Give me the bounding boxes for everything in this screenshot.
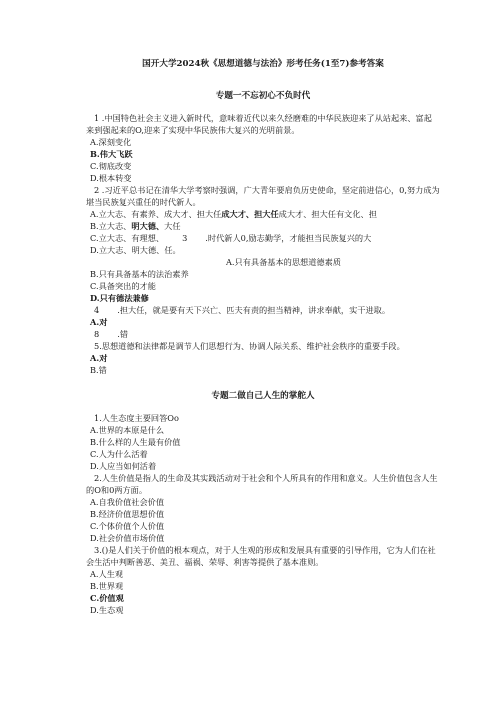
- s2-q3-option-b: B.世界观: [90, 581, 124, 591]
- s1-q2-option-a: A.立大志、有素养、成大才、担大任成大才、担大任成大才、担大任有文化、担: [90, 209, 377, 219]
- s2-q1-option-c: C.人为什么活着: [90, 449, 148, 459]
- s1-q4-option-a: A.对: [90, 317, 108, 327]
- document-title: 国开大学2024秋《思想道德与法治》形考任务(1至7)参考答案: [142, 59, 384, 69]
- s2-q2-option-d: D.社会价值市场价值: [90, 533, 165, 543]
- s2-q1-option-a: A.世界的本原是什么: [90, 425, 165, 435]
- s1-q4-text: 4 .担大任，就是要有天下兴亡、匹夫有责的担当精神，讲求奉献，实干进取。: [94, 305, 391, 315]
- s2-q1-text: 1.人生态度主要回答Oo: [94, 413, 179, 423]
- s2-q2-option-b: B.经济价值思想价值: [90, 509, 165, 519]
- s2-q3-option-a: A.人生观: [90, 569, 124, 579]
- s1-q2-option-c: C.立大志、有理想、 3 .时代新人0,励志勤学，才能担当民族复兴的大: [90, 233, 372, 243]
- s1-q3-option-a: A.只有具备基本的思想道德素质: [226, 257, 341, 267]
- s1-q1-option-b: B.伟大飞跃: [90, 149, 133, 159]
- s2-q1-option-d: D.人应当如何活着: [90, 461, 157, 471]
- s1-q3-option-c: C.具备突出的才能: [90, 281, 156, 291]
- s1-q3-option-b: B.只有具备基本的法治素养: [90, 269, 189, 279]
- s2-q1-option-b: B.什么样的人生最有价值: [90, 437, 181, 447]
- s1-q3-option-d: D.只有德法兼修: [90, 293, 149, 303]
- s1-q1-option-c: C.彻底改变: [90, 161, 132, 171]
- section-2-title: 专题二做自己人生的掌舵人: [211, 391, 315, 401]
- s1-q8-text: 8 .错: [94, 329, 129, 339]
- s1-q2-text: 2 .习近平总书记在清华大学考察时强调，广大青年要肩负历史使命，坚定前进信心，0,努力成为堪当民族复兴重任的时代新人。: [86, 185, 440, 207]
- s1-q1-text: 1 .中国特色社会主义进入新时代，意味着近代以来久经磨难的中华民族迎来了从站起来、富起来到强起来的O,迎来了实现中华民族伟大复兴的光明前景。: [86, 113, 432, 135]
- s1-q1-option-a: A.深刻变化: [90, 137, 132, 147]
- s2-q2-option-c: C.个体价值个人价值: [90, 521, 165, 531]
- s1-q5-option-a: A.对: [90, 353, 108, 363]
- s2-q2-option-a: A.自我价值社会价值: [90, 497, 165, 507]
- section-1-title: 专题一不忘初心不负时代: [215, 91, 311, 101]
- s2-q3-option-d: D.生态观: [90, 605, 124, 615]
- s1-q5-text: 5.思想道德和法律都是调节人们思想行为、协调人际关系、维护社会秩序的重要手段。: [94, 341, 405, 351]
- s1-q5-option-b: B.错: [90, 365, 107, 375]
- s2-q3-text: 3.()是人们关于价值的根本观点，对于人生观的形成和发展具有重要的引导作用，它为人们在社会生活中判断善恶、美丑、福祸、荣辱、利害等提供了基本准则。: [86, 545, 436, 567]
- s1-q1-option-d: D.根本转变: [90, 173, 132, 183]
- s2-q3-option-c: C.价值观: [90, 593, 124, 603]
- s2-q2-text: 2.人生价值是指人的生命及其实践活动对于社会和个人所具有的作用和意义。人生价值包含人生的O和0两方面。: [86, 473, 438, 495]
- s1-q2-option-d: D.立大志、明大德、任。: [90, 245, 181, 255]
- s1-q2-option-b: B.立大志、明大德、大任: [90, 221, 181, 231]
